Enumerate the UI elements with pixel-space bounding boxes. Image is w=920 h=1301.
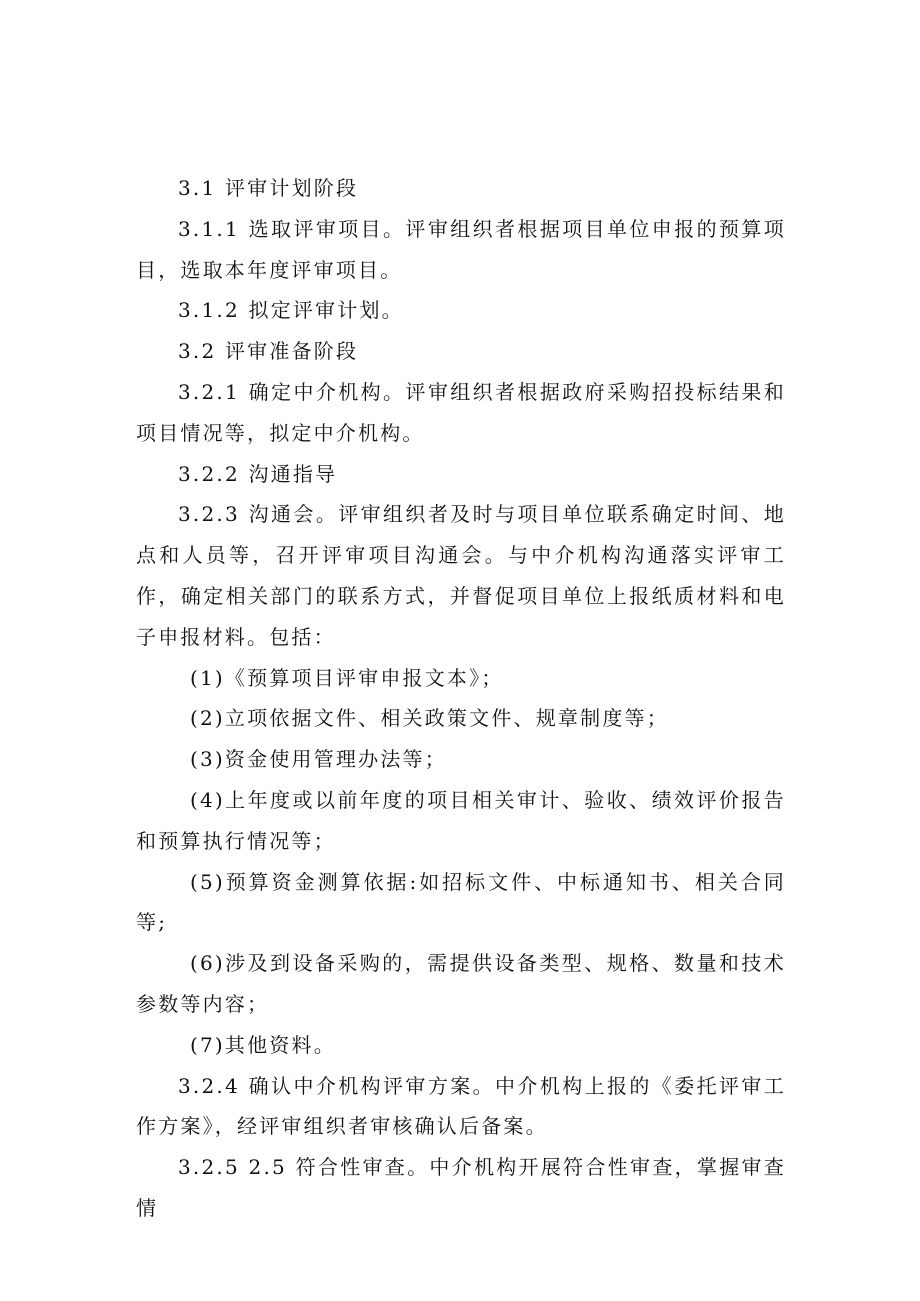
paragraph-3-1-1: 3.1.1 选取评审项目。评审组织者根据项目单位申报的预算项目，选取本年度评审项目。 <box>136 216 786 282</box>
paragraph-3-2-5: 3.2.5 2.5 符合性审查。中介机构开展符合性审查，掌握审查情 <box>136 1155 786 1220</box>
paragraph-3-2-3: 3.2.3 沟通会。评审组织者及时与项目单位联系确定时间、地点和人员等，召开评审项目沟通会。与中介机构沟通落实评审工作，确定相关部门的联系方式，并督促项目单位上报纸质材料和电子申报材料。包括： <box>136 502 786 649</box>
section-heading-3-1: 3.1 评审计划阶段 <box>178 176 359 200</box>
paragraph-3-2-4: 3.2.4 确认中介机构评审方案。中介机构上报的《委托评审工作方案》，经评审组织者审核确认后备案。 <box>136 1073 786 1139</box>
list-item-7: (7)其他资料。 <box>190 1032 336 1057</box>
list-item-5: (5)预算资金测算依据:如招标文件、中标通知书、相关合同等; <box>136 869 786 935</box>
list-item-3: (3)资金使用管理办法等； <box>190 747 447 772</box>
list-item-4: (4)上年度或以前年度的项目相关审计、验收、绩效评价报告和预算执行情况等； <box>136 787 786 853</box>
document-body <box>136 168 786 1229</box>
list-item-6: (6)涉及到设备采购的，需提供设备类型、规格、数量和技术参数等内容； <box>136 951 786 1016</box>
list-item-1: (1)《预算项目评审申报文本》； <box>190 665 504 690</box>
list-item-2: (2)立项依据文件、相关政策文件、规章制度等； <box>190 706 669 731</box>
section-heading-3-2: 3.2 评审准备阶段 <box>178 339 359 364</box>
paragraph-3-2-2: 3.2.2 沟通指导 <box>178 461 338 486</box>
paragraph-3-2-1: 3.2.1 确定中介机构。评审组织者根据政府采购招投标结果和项目情况等，拟定中介机构。 <box>136 379 786 445</box>
paragraph-3-1-2: 3.1.2 拟定评审计划。 <box>178 298 404 323</box>
